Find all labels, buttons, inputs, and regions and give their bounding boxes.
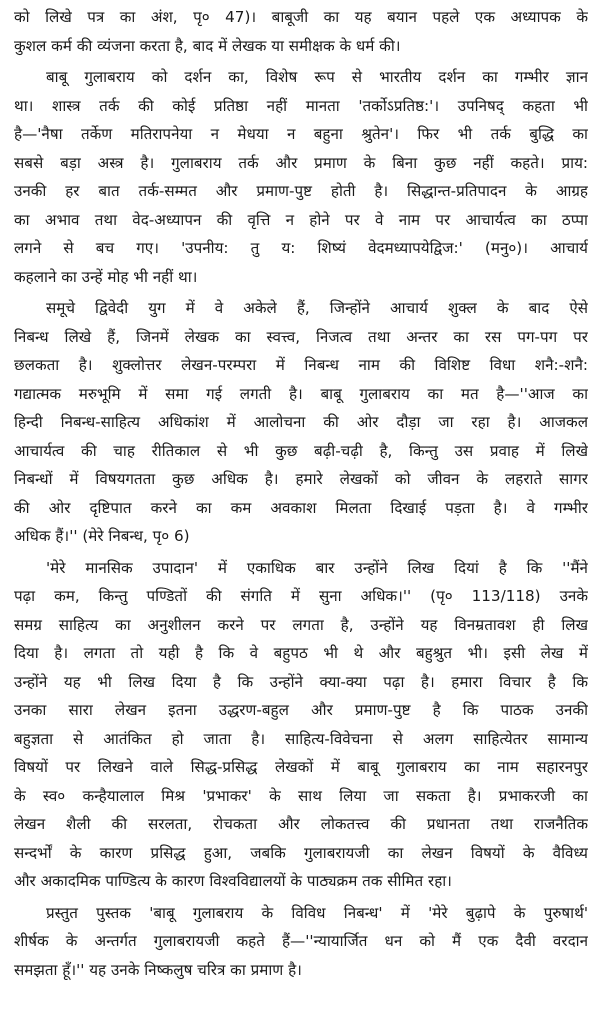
paragraph-3 xyxy=(14,294,588,551)
text-line: की ओर दृष्टिपात करने का कम अवकाश मिलता दिखाई पड़ता है। वे गम्भीर xyxy=(14,498,588,517)
text-line: उनकी हर बात तर्क-सम्मत और प्रमाण-पुष्ट होती है। सिद्धान्त-प्रतिपादन के आग्रह xyxy=(14,182,588,200)
text-line: है—'नैषा तर्केण मतिरापनेया न मेधया न बहुना श्रुतेन'। फिर भी तर्क बुद्धि का xyxy=(14,125,588,143)
text-line: उन्होंने यह भी लिख दिया है कि उन्होंने क्या-क्या पढ़ा है। हमारा विचार है कि xyxy=(14,672,588,691)
text-line: छलकता है। शुक्लोत्तर लेखन-परम्परा में निबन्ध नाम की विशिष्ट विधा शनै:-शनै: xyxy=(14,356,588,374)
text-line: लेखन शैली की सरलता, रोचकता और लोकतत्त्व की प्रधानता तथा राजनैतिक xyxy=(14,815,588,833)
text-line: सबसे बड़ा अस्त्र है। गुलाबराय तर्क और प्रमाण के बिना कुछ नहीं कहते। प्राय: xyxy=(14,153,588,172)
text-line: बहुज्ञता से आतंकित हो जाता है। साहित्य-विवेचना से अलग साहित्येतर सामान्य xyxy=(14,729,588,748)
text-line: बाबू गुलाबराय को दर्शन का, विशेष रूप से भारतीय दर्शन का गम्भीर ज्ञान xyxy=(46,68,588,86)
text-line: प्रस्तुत पुस्तक 'बाबू गुलाबराय के विविध निबन्ध' में 'मेरे बुढ़ापे के पुरुषार्थ' xyxy=(46,903,588,922)
text-line: दिया है। लगता तो यही है कि वे बहुपठ भी थे और बहुश्रुत भी। इसी लेख में xyxy=(14,644,588,662)
text-line: के स्व० कन्हैयालाल मिश्र 'प्रभाकर' के साथ लिया जा सकता है। प्रभाकरजी का xyxy=(14,786,588,805)
text-line: उनका सारा लेखन इतना उद्धरण-बहुल और प्रमाण-पुष्ट है कि पाठक उनकी xyxy=(14,701,588,719)
text-line: कहलाने का उन्हें मोह भी नहीं था। xyxy=(14,267,198,286)
paragraph-4 xyxy=(14,554,588,896)
text-line: पढ़ा कम, किन्तु पण्डितों की संगति में सुना अधिक।'' (पृ० 113/118) उनके xyxy=(14,587,588,605)
text-line: कुशल कर्म की व्यंजना करता है, बाद में लेखक या समीक्षक के धर्म की। xyxy=(14,36,401,55)
text-line: समग्र साहित्य का अनुशीलन करने पर लगता है, उन्होंने यह विनम्रतावश ही लिख xyxy=(14,615,588,634)
text-line: का अभाव तथा वेद-अध्यापन की वृत्ति न होने पर वे नाम पर आचार्यत्व का ठप्पा xyxy=(14,210,588,229)
paragraph-5 xyxy=(14,899,588,985)
text-line: विषयों पर लिखने वाले सिद्ध-प्रसिद्ध लेखकों में बाबू गुलाबराय का नाम सहारनपुर xyxy=(14,758,588,776)
text-line: हिन्दी निबन्ध-साहित्य अधिकांश में आलोचना की ओर दौड़ा जा रहा है। आजकल xyxy=(14,413,588,431)
text-line: निबन्धों में विषयगतता कुछ अधिक है। हमारे लेखकों को जीवन के लहराते सागर xyxy=(14,470,588,488)
text-line: समझता हूँ।'' यह उनके निष्कलुष चरित्र का प्रमाण है। xyxy=(14,960,302,979)
paragraph-1 xyxy=(14,3,588,60)
text-line: को लिखे पत्र का अंश, पृ० 47)। बाबूजी का यह बयान पहले एक अध्यापक के xyxy=(14,8,588,26)
text-line: गद्यात्मक मरुभूमि में समा गई लगती है। बाबू गुलाबराय का मत है—''आज का xyxy=(14,384,588,403)
text-line: और अकादमिक पाण्डित्य के कारण विश्वविद्यालयों के पाठ्यक्रम तक सीमित रहा। xyxy=(14,872,452,890)
text-line: अधिक हैं।'' (मेरे निबन्ध, पृ० 6) xyxy=(14,527,190,545)
text-line: था। शास्त्र तर्क की कोई प्रतिष्ठा नहीं मानता 'तर्कोऽप्रतिष्ठ:'। उपनिषद् कहता भी xyxy=(14,96,588,115)
text-line: शीर्षक के अन्तर्गत गुलाबरायजी कहते हैं—''न्यायार्जित धन को मैं एक दैवी वरदान xyxy=(14,932,588,950)
text-line: लगने से बच गए। 'उपनीय: तु य: शिष्यं वेदमध्यापयेद्विज:' (मनु०)। आचार्य xyxy=(14,239,588,257)
text-line: समूचे द्विवेदी युग में वे अकेले हैं, जिन्होंने आचार्य शुक्ल के बाद ऐसे xyxy=(46,299,588,317)
text-line: निबन्ध लिखे हैं, जिनमें लेखक का स्वत्त्व, निजत्व तथा अन्तर का रस पग-पग पर xyxy=(14,327,588,346)
text-line: 'मेरे मानसिक उपादान' में एकाधिक बार उन्होंने लिख दियां है कि ''मैंने xyxy=(46,558,588,577)
text-line: सन्दर्भों के कारण प्रसिद्ध हुआ, जबकि गुलाबरायजी का लेखन विषयों के वैविध्य xyxy=(14,843,588,862)
text-line: आचार्यत्व की चाह रीतिकाल से भी कुछ बढ़ी-चढ़ी है, किन्तु उस प्रवाह में लिखे xyxy=(14,441,588,460)
paragraph-2 xyxy=(14,63,588,291)
